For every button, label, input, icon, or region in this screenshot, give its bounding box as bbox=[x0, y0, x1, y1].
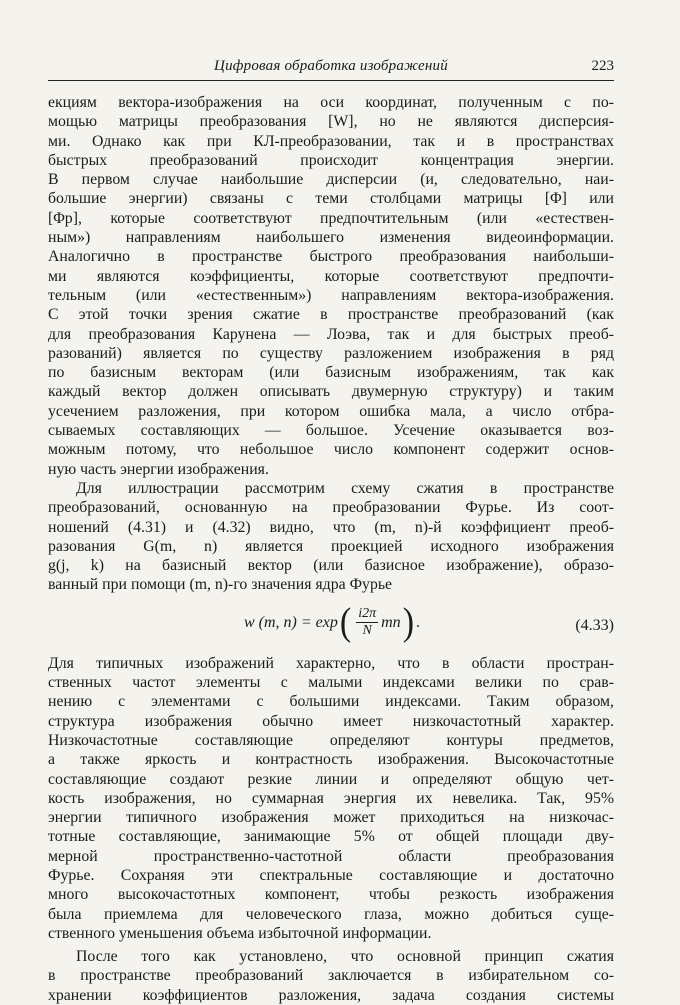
text-line: ми являются коэффициенты, которые соответствуют предпочти- bbox=[48, 267, 614, 285]
body-text bbox=[48, 93, 614, 1005]
text-line: структура изображения обычно имеет низкочастотный характер. bbox=[48, 712, 614, 730]
text-line: разования G(m, n) является проекцией исходного изображения bbox=[48, 537, 614, 555]
fraction-numerator: i2π bbox=[358, 606, 377, 622]
text-line: [Φp], которые соответствуют предпочтительным (или «естествен- bbox=[48, 209, 614, 227]
formula-fraction bbox=[356, 606, 378, 639]
text-line: много высокочастотных компонент, чтобы резкость изображения bbox=[48, 886, 614, 904]
text-line: ную часть энергии изображения. bbox=[48, 460, 269, 478]
text-line: Аналогично в пространстве быстрого преобразования наибольши- bbox=[48, 248, 614, 266]
header-rule bbox=[48, 80, 614, 81]
formula-lhs: w (m, n) = exp bbox=[244, 614, 338, 632]
text-line: С этой точки зрения сжатие в пространстве преобразований (как bbox=[48, 306, 614, 324]
text-line: быстрых преобразований происходит концентрация энергии. bbox=[48, 151, 614, 169]
text-line: кость изображения, но суммарная энергия их невелика. Так, 95% bbox=[48, 789, 614, 807]
text-line: усечением разложения, при котором ошибка мала, а число отбра- bbox=[48, 402, 614, 420]
text-line: для преобразования Карунена — Лоэва, так и для быстрых преоб- bbox=[48, 325, 614, 343]
equation-4-33 bbox=[48, 598, 614, 652]
text-line: ми. Однако как при КЛ-преобразовании, так и в пространствах bbox=[48, 132, 614, 150]
text-line: ношений (4.31) и (4.32) видно, что (m, n)-й коэффициент преоб- bbox=[48, 518, 614, 536]
text-line: хранении коэффициентов разложения, задача создания системы bbox=[48, 986, 614, 1004]
page-number: 223 bbox=[591, 58, 614, 74]
formula-period: . bbox=[416, 614, 421, 632]
text-line: можным потому, что небольшое число компонент содержит основ- bbox=[48, 441, 614, 459]
text-line: в пространстве преобразований заключается в избирательном со- bbox=[48, 967, 614, 985]
formula bbox=[244, 600, 421, 644]
page-header bbox=[48, 58, 614, 80]
formula-mn: mn bbox=[381, 614, 401, 632]
text-line: мощью матрицы преобразования [W], но не являются дисперсия- bbox=[48, 113, 614, 131]
text-line: ственных частот элементы с малыми индексами велики по срав- bbox=[48, 674, 614, 692]
text-line: Для иллюстрации рассмотрим схему сжатия в пространстве bbox=[76, 479, 614, 497]
text-line: по базисным векторам (или базисным изображениям, так как bbox=[48, 364, 614, 382]
text-line: энергии типичного изображения может приходиться на низкочас- bbox=[48, 809, 614, 827]
left-paren: ( bbox=[339, 600, 352, 644]
text-line: тотные составляющие, занимающие 5% от общей площади дву- bbox=[48, 828, 614, 846]
text-line: преобразований, основанную на преобразовании Фурье. Из соот- bbox=[48, 499, 614, 517]
text-line: ванный при помощи (m, n)-го значения ядра Фурье bbox=[48, 576, 393, 594]
text-line: Низкочастотные составляющие определяют контуры предметов, bbox=[48, 731, 614, 749]
text-line: сываемых составляющих — большое. Усечение оказывается воз- bbox=[48, 422, 614, 440]
text-line: После того как установлено, что основной принцип сжатия bbox=[76, 948, 614, 966]
text-line: ным») направлениям наибольшего изменения видеоинформации. bbox=[48, 229, 614, 247]
text-line: мерной пространственно-частотной области преобразования bbox=[48, 847, 614, 865]
text-line: Фурье. Сохраняя эти спектральные составляющие и достаточно bbox=[48, 866, 614, 884]
text-line: нению с элементами с большими индексами. Таким образом, bbox=[48, 693, 614, 711]
text-line: тельным (или «естественным») направлениям вектора-изображения. bbox=[48, 286, 614, 304]
text-line: составляющие создают резкие линии и определяют общую чет- bbox=[48, 770, 614, 788]
text-line: а также яркость и контрастность изображения. Высокочастотные bbox=[48, 751, 614, 769]
text-line: каждый вектор должен описывать двумерную структуру) и таким bbox=[48, 383, 614, 401]
text-line: В первом случае наибольшие дисперсии (и, следовательно, наи- bbox=[48, 171, 614, 189]
text-line: ственного уменьшения объема избыточной информации. bbox=[48, 924, 432, 942]
running-title: Цифровая обработка изображений bbox=[214, 58, 448, 74]
equation-number: (4.33) bbox=[575, 616, 614, 634]
text-line: разований) является по существу разложением изображения в ряд bbox=[48, 344, 614, 362]
right-paren: ) bbox=[402, 600, 415, 644]
text-line: большие энергии) связаны с теми столбцами матрицы [Φ] или bbox=[48, 190, 614, 208]
text-line: Для типичных изображений характерно, что в области простран- bbox=[48, 654, 614, 672]
text-line: была приемлема для человеческого глаза, можно добиться суще- bbox=[48, 905, 614, 923]
text-line: g(j, k) на базисный вектор (или базисное изображение), образо- bbox=[48, 557, 614, 575]
text-line: екциям вектора-изображения на оси координат, полученным с по- bbox=[48, 94, 614, 111]
fraction-denominator: N bbox=[362, 623, 372, 639]
